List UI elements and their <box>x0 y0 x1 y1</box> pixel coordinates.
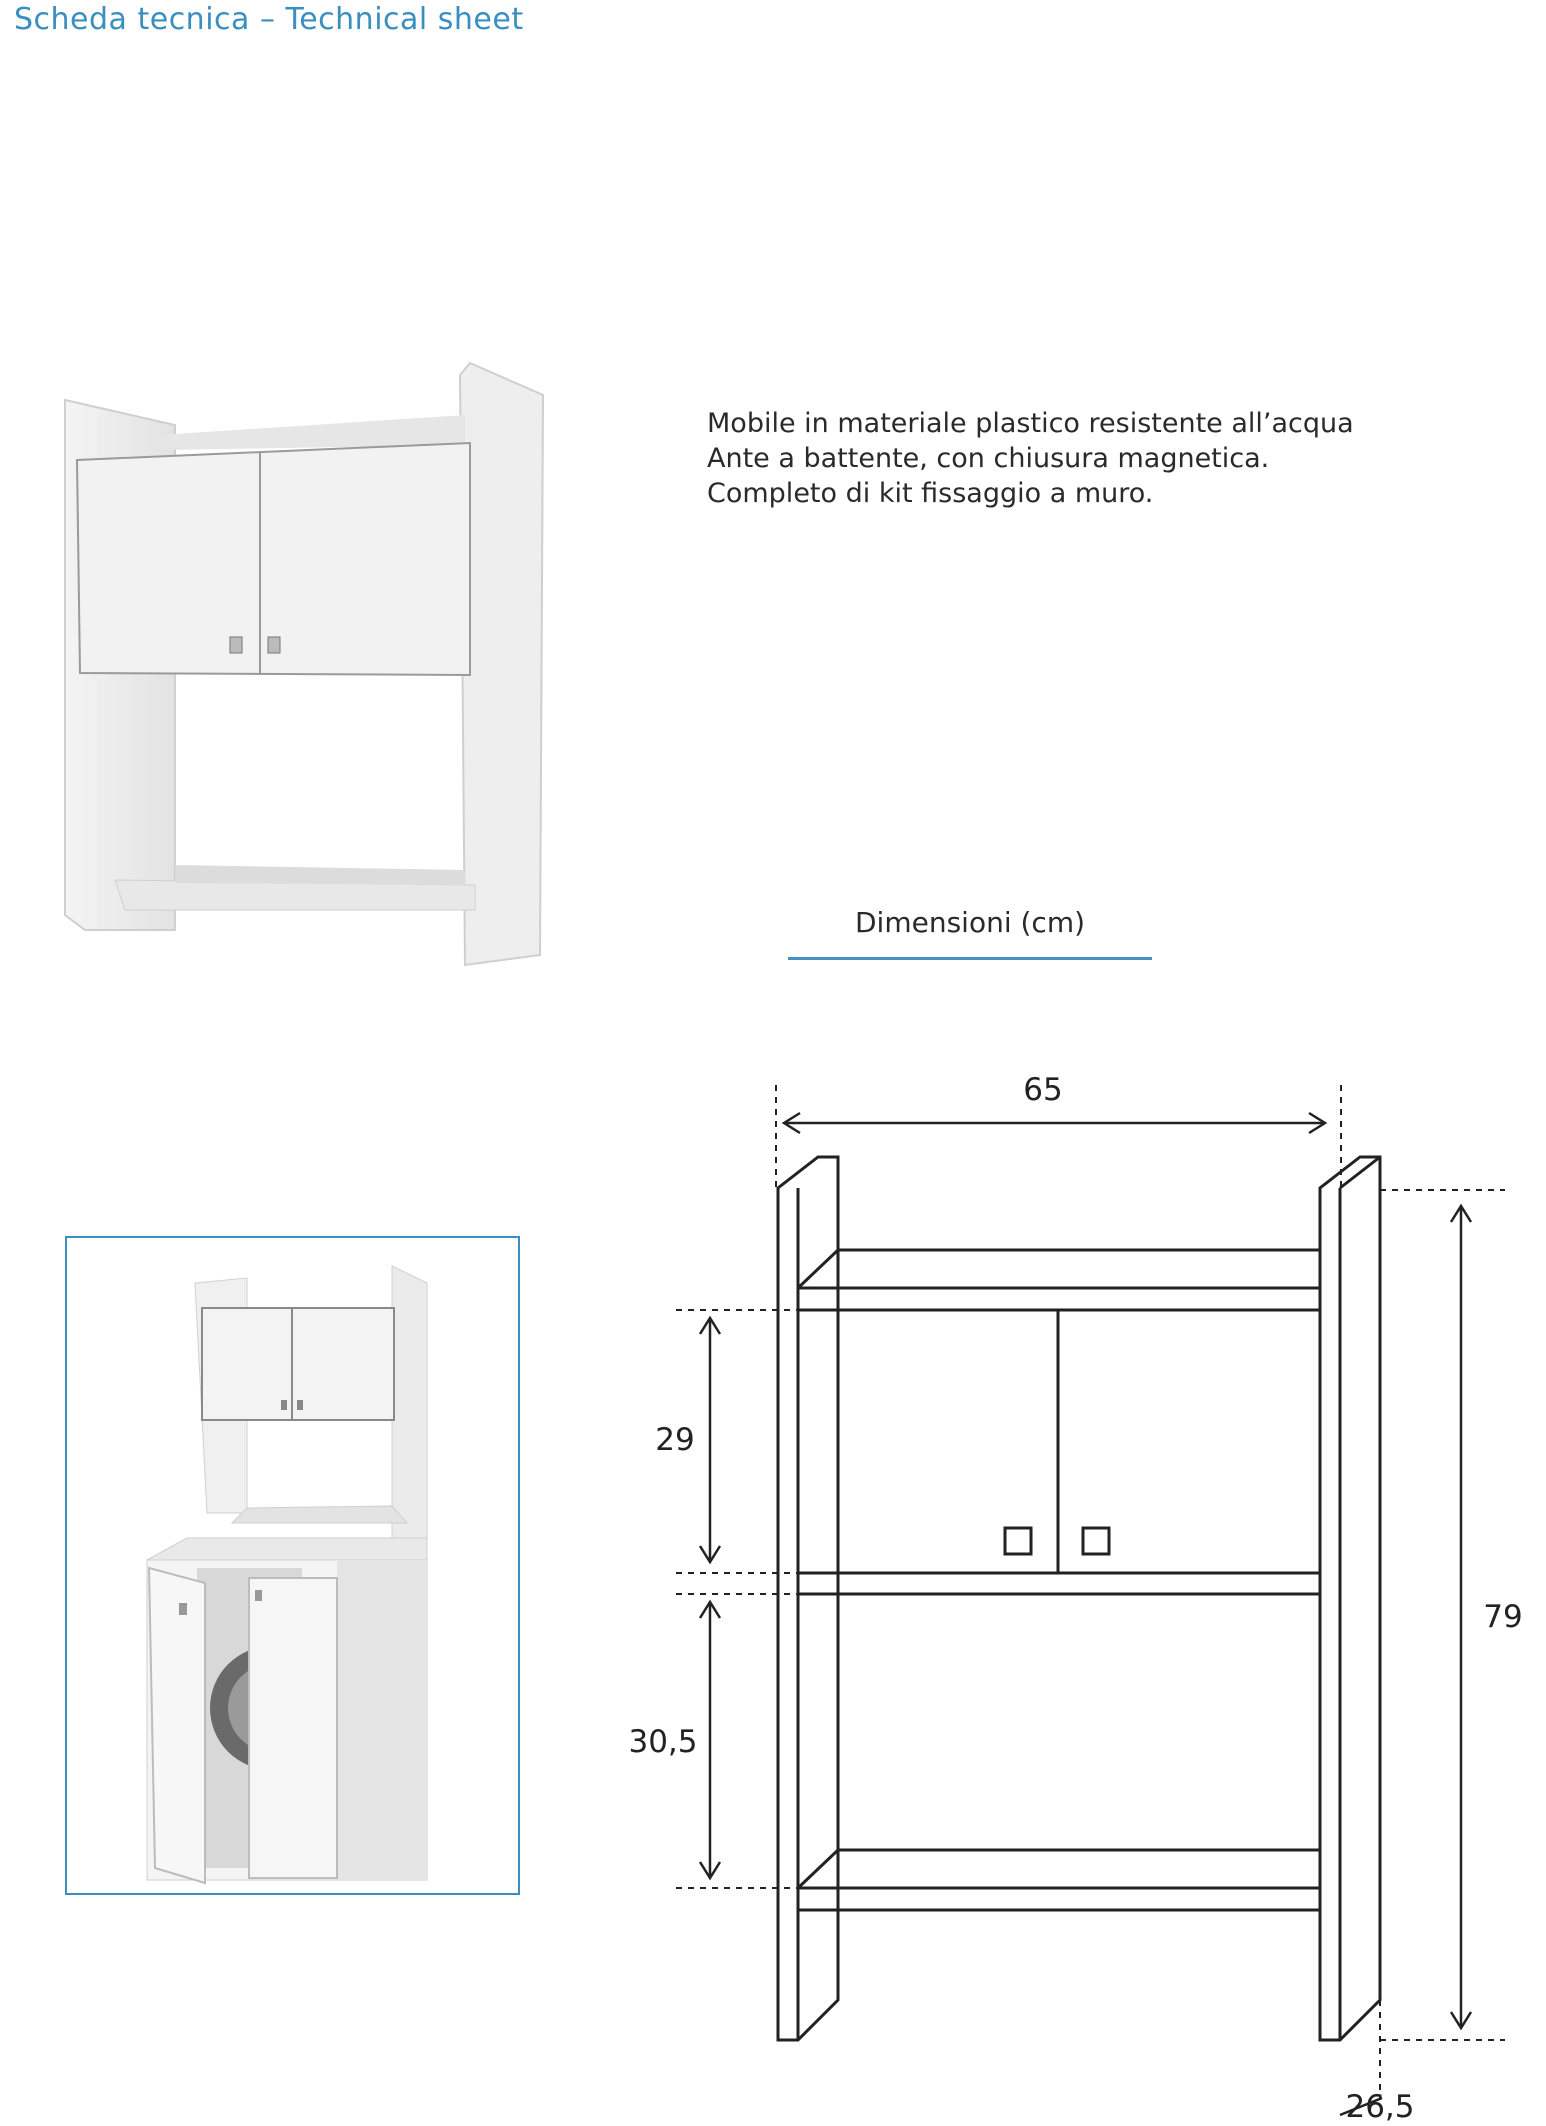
right-side-panel <box>1320 1157 1380 2040</box>
total-height-label: 79 <box>1483 1599 1523 1635</box>
dimensions-heading: Dimensioni (cm) <box>854 906 1086 939</box>
open-height-label: 30,5 <box>628 1724 698 1760</box>
depth-label: 26,5 <box>1345 2089 1415 2125</box>
top-board <box>798 1250 1320 1288</box>
page-title: Scheda tecnica – Technical sheet <box>14 2 524 37</box>
width-label: 65 <box>1023 1072 1063 1108</box>
description-line: Completo di kit fissaggio a muro. <box>707 478 1154 509</box>
description-line: Mobile in materiale plastico resistente all’acqua <box>707 408 1354 439</box>
cabinet-height-label: 29 <box>655 1422 695 1458</box>
door-handle-right <box>1083 1528 1109 1554</box>
description-line: Ante a battente, con chiusura magnetica. <box>707 443 1270 474</box>
door-handle-left <box>1005 1528 1031 1554</box>
lower-frame <box>798 1594 1320 2000</box>
